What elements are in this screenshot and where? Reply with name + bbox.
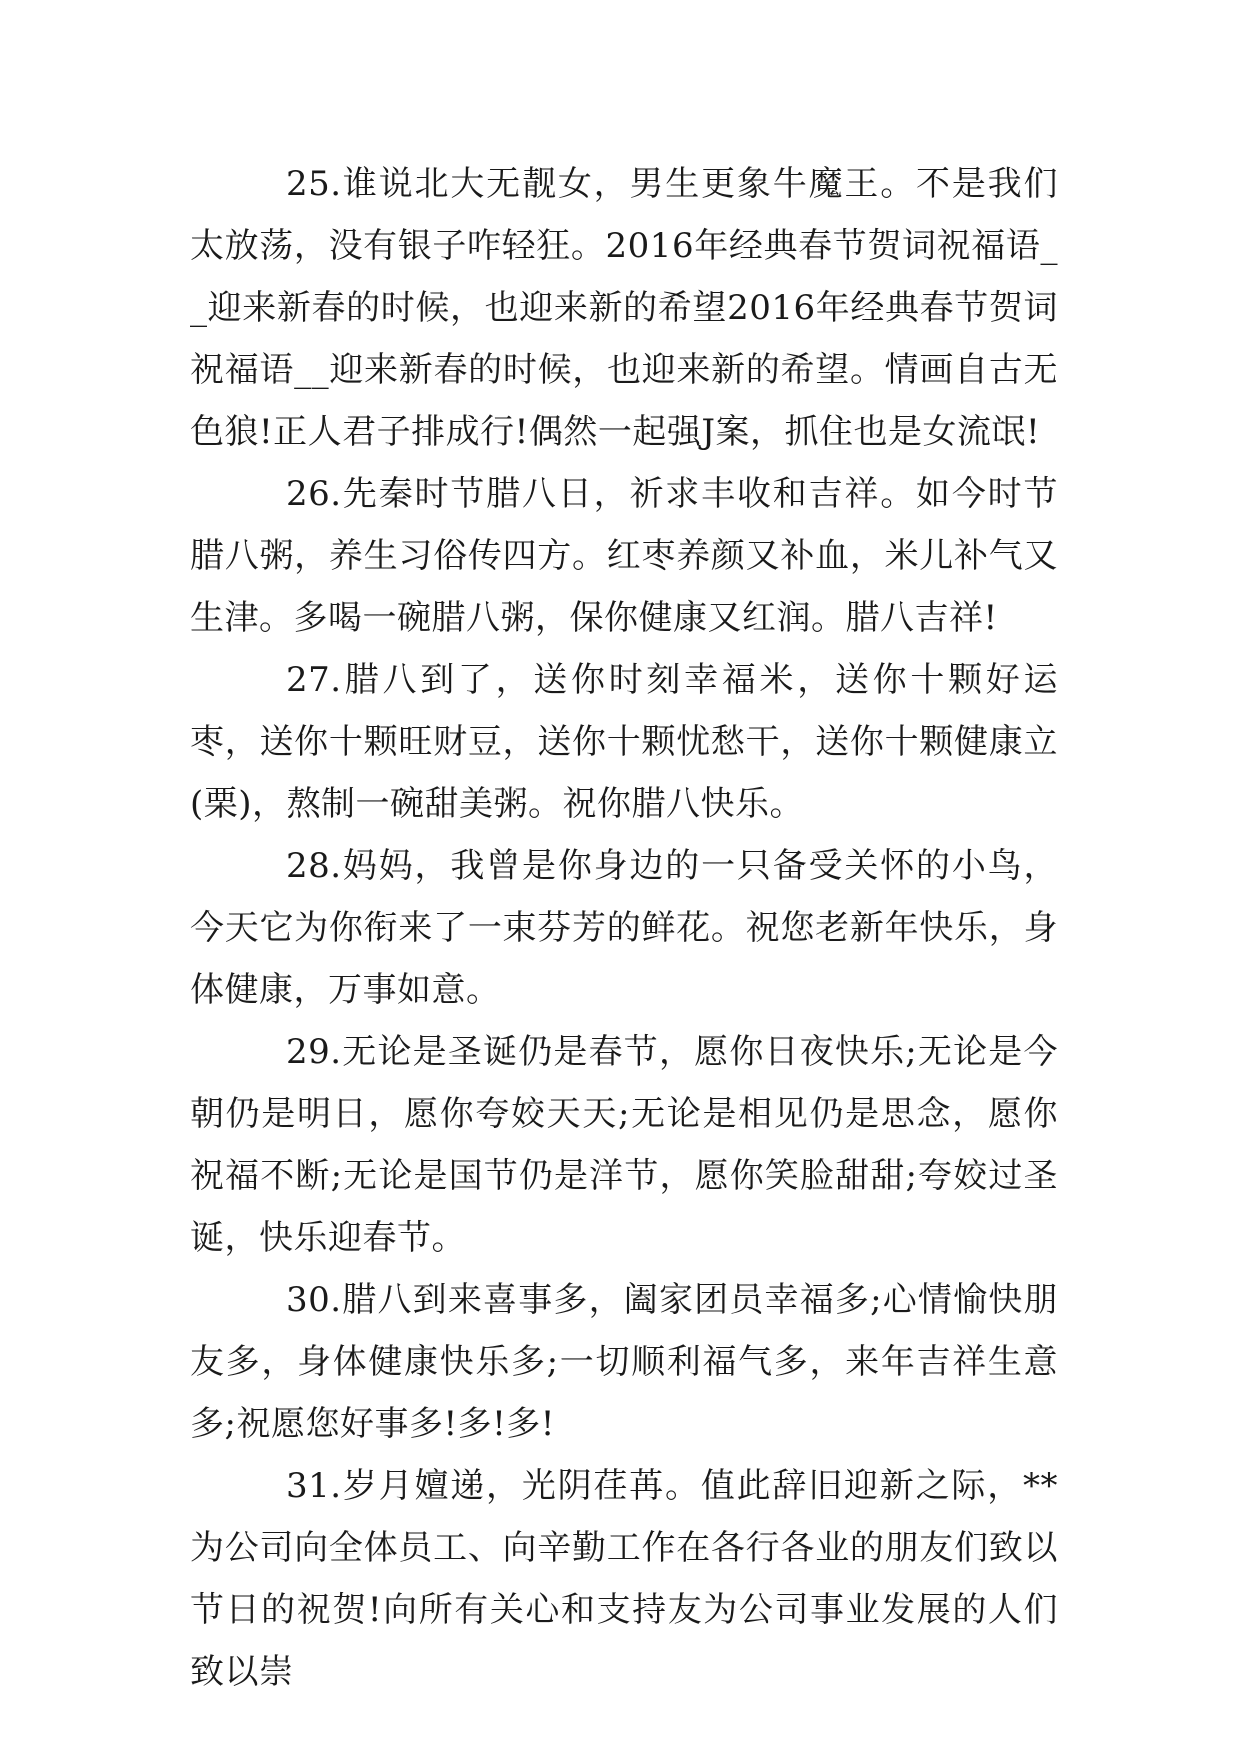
- paragraph-31: 31.岁月嬗递，光阴荏苒。值此辞旧迎新之际，**为公司向全体员工、向辛勤工作在各行各业的朋友们致以节日的祝贺!向所有关心和支持友为公司事业发展的人们致以崇: [190, 1466, 1058, 1692]
- paragraph-28: 28.妈妈，我曾是你身边的一只备受关怀的小鸟，今天它为你衔来了一束芬芳的鲜花。祝您老新年快乐，身体健康，万事如意。: [190, 846, 1058, 1010]
- paragraph-30: 30.腊八到来喜事多，阖家团员幸福多;心情愉快朋友多，身体健康快乐多;一切顺利福气多，来年吉祥生意多;祝愿您好事多!多!多!: [190, 1280, 1058, 1444]
- paragraph-27: 27.腊八到了，送你时刻幸福米，送你十颗好运枣，送你十颗旺财豆，送你十颗忧愁干，送你十颗健康立(栗)，熬制一碗甜美粥。祝你腊八快乐。: [190, 660, 1058, 824]
- document-body: [190, 153, 1058, 1703]
- paragraph-25: 25.谁说北大无靓女，男生更象牛魔王。不是我们太放荡，没有银子咋轻狂。2016年经典春节贺词祝福语__迎来新春的时候，也迎来新的希望2016年经典春节贺词祝福语__迎来新春的时候，也迎来新的希望。情画自古无色狼!正人君子排成行!偶然一起强J案，抓住也是女流氓!: [190, 164, 1058, 452]
- paragraph-29: 29.无论是圣诞仍是春节，愿你日夜快乐;无论是今朝仍是明日，愿你夸姣天天;无论是相见仍是思念，愿你祝福不断;无论是国节仍是洋节，愿你笑脸甜甜;夸姣过圣诞，快乐迎春节。: [190, 1032, 1058, 1258]
- paragraph-26: 26.先秦时节腊八日，祈求丰收和吉祥。如今时节腊八粥，养生习俗传四方。红枣养颜又补血，米儿补气又生津。多喝一碗腊八粥，保你健康又红润。腊八吉祥!: [190, 474, 1058, 638]
